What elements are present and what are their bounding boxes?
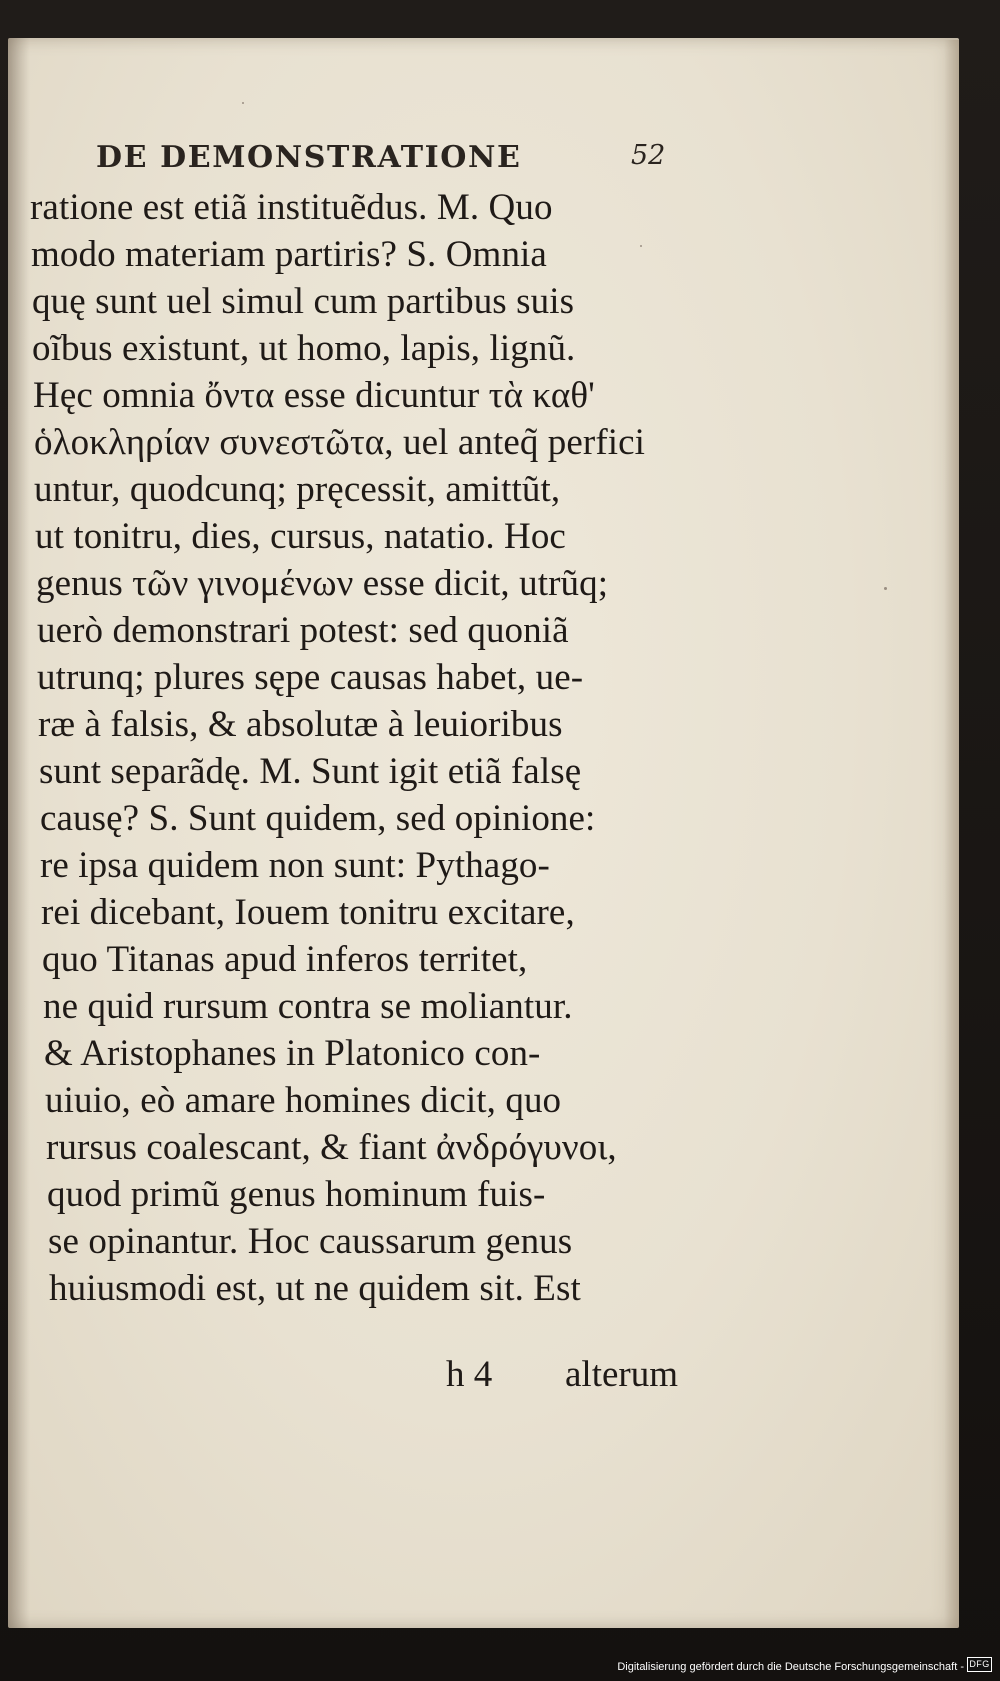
main-text: [30, 184, 716, 1312]
signature-line: [446, 1351, 746, 1399]
text-line: ne quid rursum contra se moliantur.: [43, 986, 573, 1027]
gutter-shadow: [8, 38, 30, 1628]
text-line: ut tonitru, dies, cursus, natatio. Hoc: [35, 516, 566, 557]
text-line: genus τῶν γινομένων esse dicit, utrũq;: [36, 563, 609, 604]
catchword: alterum: [565, 1354, 679, 1395]
text-line: modo materiam partiris? S. Omnia: [31, 234, 547, 275]
page-edge-shadow: [944, 40, 959, 1628]
digitization-credit: Digitalisierung gefördert durch die Deutsche Forschungsgemeinschaft -: [617, 1661, 964, 1673]
text-line: uiuio, eò amare homines dicit, quo: [45, 1080, 562, 1121]
page-number: 52: [631, 140, 666, 171]
paper-speck: [640, 245, 642, 247]
text-line: rursus coalescant, & fiant ἀνδρόγυνοι,: [46, 1127, 617, 1168]
running-head: DE DEMONSTRATIONE: [96, 140, 522, 175]
text-line: causę? S. Sunt quidem, sed opinione:: [40, 798, 596, 839]
text-line: quo Titanas apud inferos territet,: [42, 939, 528, 980]
text-line: untur, quodcunq; pręcessit, amittũt,: [34, 469, 561, 510]
signature-mark: h 4: [446, 1354, 493, 1395]
text-line: uerò demonstrari potest: sed quoniã: [37, 610, 569, 651]
text-line: utrunq; plures sępe causas habet, ue-: [37, 657, 584, 698]
text-line: ræ à falsis, & absolutæ à leuioribus: [38, 704, 563, 745]
text-line: sunt separãdę. M. Sunt igit etiã falsę: [39, 751, 582, 792]
text-line: quę sunt uel simul cum partibus suis: [32, 281, 575, 322]
text-line: & Aristophanes in Platonico con-: [44, 1033, 541, 1074]
text-line: re ipsa quidem non sunt: Pythago-: [40, 845, 550, 886]
page-header: [96, 140, 682, 180]
text-line: Hęc omnia ὄντα esse dicuntur τὰ καθ': [33, 375, 595, 416]
dfg-logo: DFG: [967, 1657, 992, 1672]
text-line: se opinantur. Hoc caussarum genus: [48, 1221, 573, 1262]
text-line: ratione est etiã instituẽdus. M. Quo: [30, 187, 553, 228]
paper-speck: [242, 102, 244, 104]
paper-speck: [884, 587, 887, 590]
text-line: huiusmodi est, ut ne quidem sit. Est: [49, 1268, 581, 1309]
text-line: rei dicebant, Iouem tonitru excitare,: [41, 892, 575, 933]
text-line: ὁλοκληρίαν συνεστῶτα, uel anteq̃ perfici: [34, 422, 646, 463]
text-line: quod primũ genus hominum fuis-: [47, 1174, 546, 1215]
text-line: oĩbus existunt, ut homo, lapis, lignũ.: [32, 328, 576, 369]
